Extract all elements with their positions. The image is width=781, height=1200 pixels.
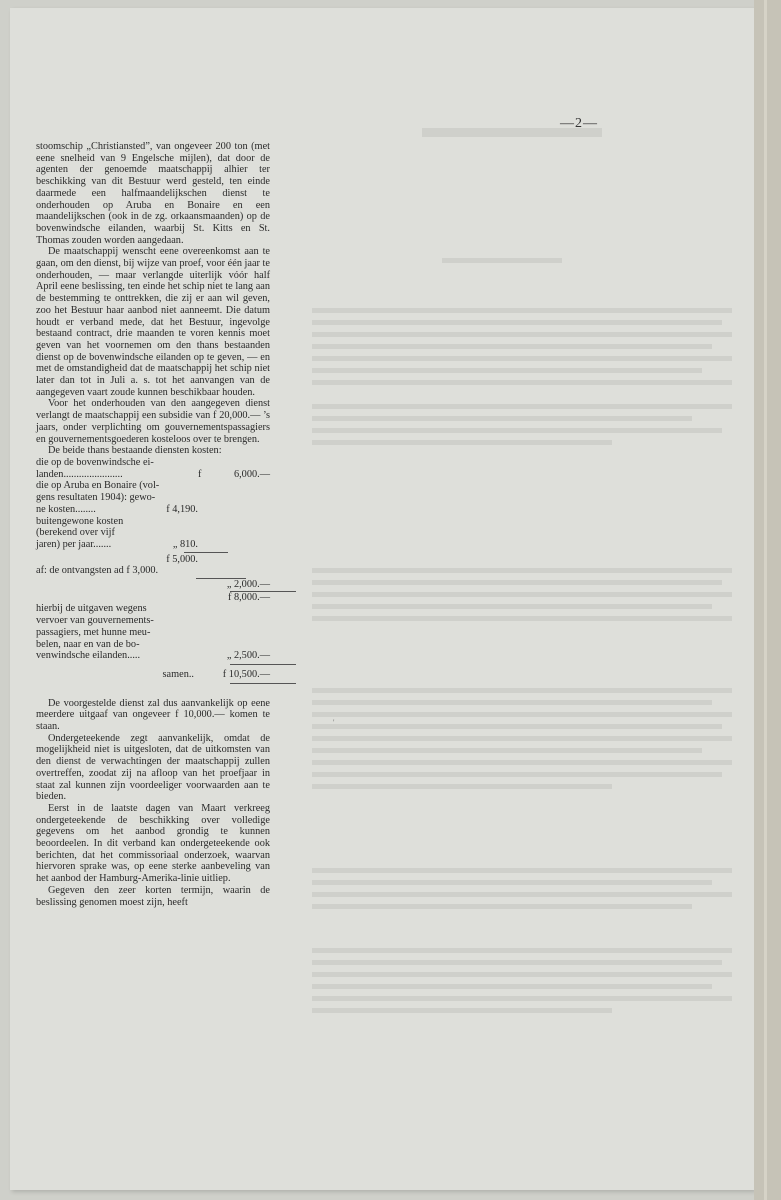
cost-row-extra-c bbox=[36, 627, 270, 639]
paragraph-6: Ondergeteekende zegt aanvankelijk, omdat de mogelijkheid niet is uitgesloten, dat de uitkomsten van den dienst de verwachtingen der maatschappij zullen overtreffen, zoodat zij na afloop van het proefjaar in staat zal kunnen zijn voordeeliger voorwaarden aan te bieden. bbox=[36, 732, 270, 803]
cost-label: buitengewone kosten bbox=[36, 515, 124, 527]
cost-row-buiten-a bbox=[36, 516, 270, 528]
cost-label: belen, naar en van de bo- bbox=[36, 638, 140, 650]
paragraph-8: Gegeven den zeer korten termijn, waarin de beslissing genomen moest zijn, heeft bbox=[36, 884, 270, 908]
cost-row-samen bbox=[36, 669, 270, 681]
cost-row-extra bbox=[36, 650, 270, 662]
cost-value: f 5,000. bbox=[166, 553, 198, 565]
page-fold bbox=[764, 0, 767, 1200]
cost-table bbox=[36, 457, 270, 684]
cost-value: „ 2,500.— bbox=[226, 650, 270, 662]
cost-row-subtotal bbox=[36, 554, 270, 566]
cost-label: samen.. bbox=[162, 668, 194, 680]
cost-row-extra-a bbox=[36, 603, 270, 615]
cost-value: f 4,190. bbox=[166, 503, 198, 515]
cost-row-aruba bbox=[36, 504, 270, 516]
cost-label: (berekend over vijf bbox=[36, 527, 115, 539]
cost-label: ne kosten........ bbox=[36, 503, 96, 515]
cost-label: die op de bovenwindsche ei- bbox=[36, 456, 154, 468]
cost-label: vervoer van gouvernements- bbox=[36, 615, 154, 627]
cost-value: f 10,500.— bbox=[222, 668, 270, 680]
cost-label: passagiers, met hunne meu- bbox=[36, 626, 151, 638]
paragraph-5: De voorgestelde dienst zal dus aanvankelijk op eene meerdere uitgaaf van ongeveer f 10,000.— komen te staan. bbox=[36, 697, 270, 733]
cost-label: die op Aruba en Bonaire (vol- bbox=[36, 480, 160, 492]
cost-row-total1 bbox=[36, 592, 270, 604]
paragraph-4: De beide thans bestaande diensten kosten: bbox=[48, 445, 222, 457]
cost-value: „ 2,000.— bbox=[226, 579, 270, 591]
text-column bbox=[36, 141, 270, 908]
cost-value: 6,000.— bbox=[233, 468, 270, 480]
cost-label: jaren) per jaar....... bbox=[36, 538, 112, 550]
paragraph-7: Eerst in de laatste dagen van Maart verkreeg ondergeteekende de beschikking over volledige gegevens om het aanbod grondig te kunnen beoordeelen. In dit verband kan ondergeteekende ook berichten, dat het commissoriaal onderzoek, waarvan hiervoren sprake was, op eene sterke aanbeveling van het aanbod der Hamburg-Amerika-linie uitliep. bbox=[36, 802, 270, 885]
bleed-through-text bbox=[302, 98, 742, 1078]
cost-label: landen....................... bbox=[36, 468, 123, 480]
cost-row-buiten-b bbox=[36, 527, 270, 539]
cost-value: f 8,000.— bbox=[227, 591, 270, 603]
cost-value: „ 810. bbox=[172, 538, 198, 550]
cost-row-bovenwind-a bbox=[36, 457, 270, 469]
cost-row-bovenwind bbox=[36, 469, 270, 481]
cost-row-net bbox=[36, 579, 270, 591]
cost-row-aruba-b bbox=[36, 492, 270, 504]
paragraph-3: Voor het onderhouden van den aangegeven dienst verlangt de maatschappij een subsidie van f 20,000.— ’s jaars, onder verplichting om gouvernementspassagiers en gouvernementsgoederen kosteloos over te brengen. bbox=[36, 398, 270, 445]
paragraph-2: De maatschappij wenscht eene overeenkomst aan te gaan, om den dienst, bij wijze van proef, voor één jaar te onderhouden, — maar verlangde uiterlijk vóór half April eene beslissing, ten einde het schip niet te lang aan de bestemming te onttrekken, die zij er aan wil geven, zoo het Bestuur haar aanbod niet aanneemt. Die datum houdt er verband mede, dat het Bestuur, ingevolge bestaand contract, drie maanden te voren kennis moet geven van het voornemen om den thans bestaanden dienst op de bovenwindsche eilanden op te geven, — en met de omstandigheid dat de maatschappij het schip niet later dan tot in Juli a. s. tot het aanvangen van de aangegeven vaart zoude kunnen beschikbaar houden. bbox=[36, 246, 270, 398]
paragraph-1: stoomschip „Christiansted”, van ongeveer 200 ton (met eene snelheid van 9 Engelsche mijlen), dat door de agenten der genoemde maatschappij alhier ter beschikking van dit Bestuur werd gesteld, ten einde daarmede een halfmaandelijkschen dienst te onderhouden op Aruba en Bonaire en een maandelijkschen (ook in de zg. orkaansmaanden) op de bovenwindsche eilanden, waarbij St. Kitts en St. Thomas zouden worden aangedaan. bbox=[36, 141, 270, 246]
page-edge-strip bbox=[754, 0, 781, 1200]
sum-rule bbox=[184, 552, 228, 553]
cost-label: af: de ontvangsten ad f 3,000. bbox=[36, 565, 159, 577]
page-number: —2— bbox=[560, 116, 598, 131]
cost-row-buiten bbox=[36, 539, 270, 551]
cost-label: hierbij de uitgaven wegens bbox=[36, 603, 147, 615]
cost-row-extra-d bbox=[36, 639, 270, 651]
sum-rule bbox=[230, 664, 296, 665]
cost-label: venwindsche eilanden..... bbox=[36, 650, 141, 662]
cost-row-aruba-a bbox=[36, 480, 270, 492]
cost-row-extra-b bbox=[36, 615, 270, 627]
cost-label: gens resultaten 1904): gewo- bbox=[36, 492, 156, 504]
currency-sign: f bbox=[198, 468, 202, 480]
cost-row-af bbox=[36, 565, 270, 577]
speck-mark: ' bbox=[333, 718, 335, 727]
